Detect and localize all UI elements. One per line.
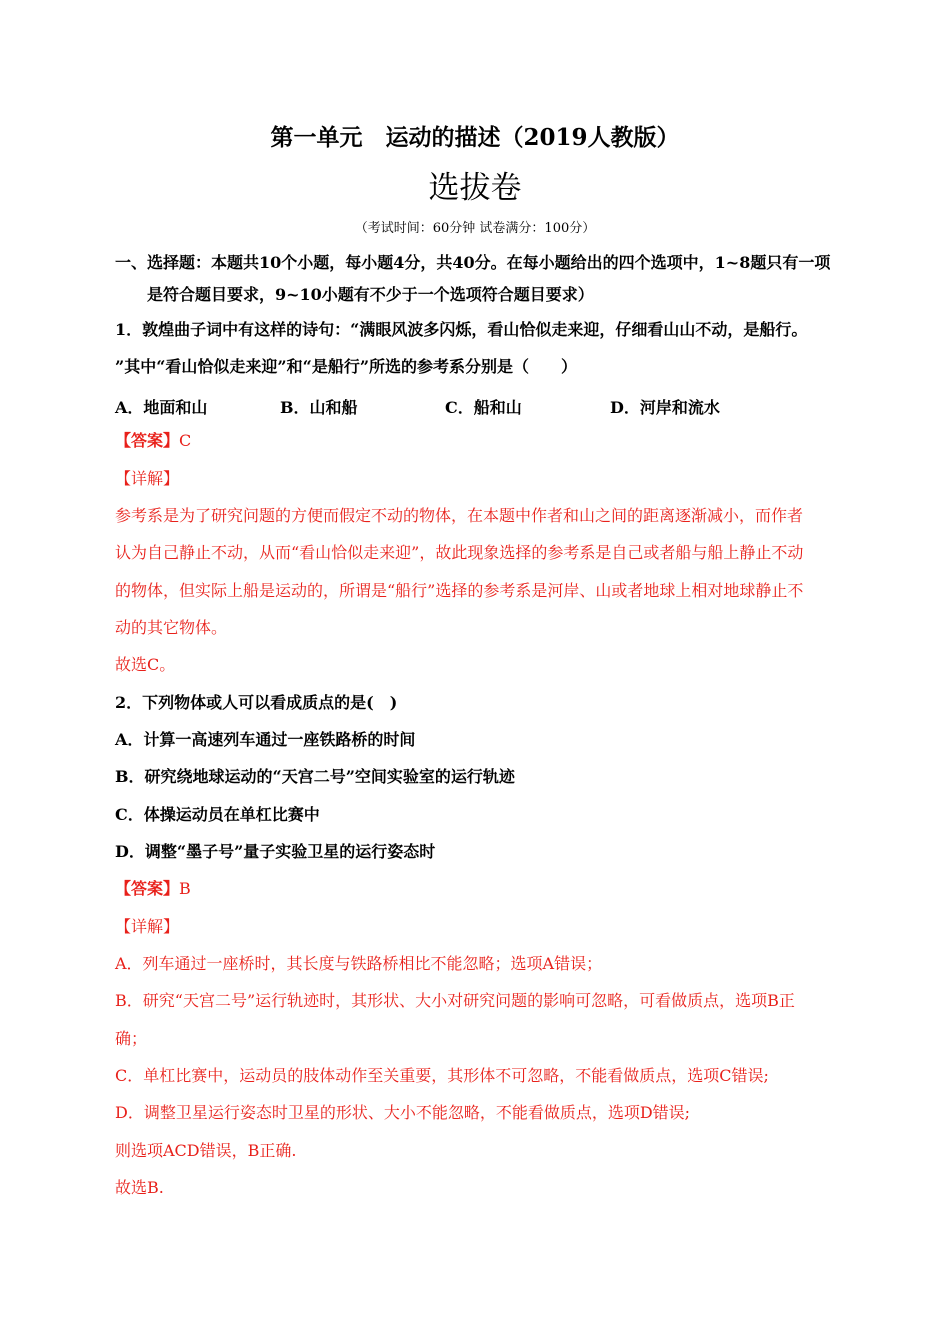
q2-detail-line: C．单杠比赛中，运动员的肢体动作至关重要，其形体不可忽略，不能看做质点，选项C错误; [115,1066,769,1085]
q1-option-b: B．山和船 [280,398,358,417]
answer-tag: 【答案】 [115,879,180,898]
q2-option-d: D．调整“墨子号”量子实验卫星的运行姿态时 [115,842,436,861]
q1-options [115,395,835,415]
section-heading: 一、选择题：本题共10个小题，每小题4分，共40分。在每小题给出的四个选项中，1~8题只有一项 [115,253,831,272]
page-subtitle: 选拔卷 [428,170,522,206]
answer-value: B [179,879,191,898]
q1-option-d: D．河岸和流水 [610,398,720,417]
answer-value: C [179,431,192,450]
page-title: 第一单元 运动的描述（2019人教版） [270,124,680,151]
q2-option-b: B．研究绕地球运动的“天宫二号”空间实验室的运行轨迹 [115,767,515,786]
q1-detail-line: 的物体，但实际上船是运动的，所谓是“船行”选择的参考系是河岸、山或者地球上相对地球静止不 [115,581,804,600]
answer-tag: 【答案】 [115,431,180,450]
q1-detail-tag: 【详解】 [115,469,180,488]
q1-detail-line: 认为自己静止不动，从而“看山恰似走来迎”，故此现象选择的参考系是自己或者船与船上静止不动 [115,543,804,562]
q1-conclusion: 故选C。 [115,655,176,674]
q2-option-a: A．计算一高速列车通过一座铁路桥的时间 [115,730,416,749]
q2-detail-line: D．调整卫星运行姿态时卫星的形状、大小不能忽略，不能看做质点，选项D错误; [115,1103,691,1122]
q1-answer [115,431,191,451]
q2-conclusion: 故选B. [115,1178,164,1197]
q1-option-a: A．地面和山 [115,398,208,417]
q1-stem-continued: ”其中“看山恰似走来迎”和“是船行”所选的参考系分别是（ ） [115,357,578,376]
q2-option-c: C．体操运动员在单杠比赛中 [115,805,320,824]
q2-stem: 2．下列物体或人可以看成质点的是( ) [115,693,398,712]
q2-answer [115,879,191,899]
section-heading-continued: 是符合题目要求，9~10小题有不少于一个选项符合题目要求） [147,285,594,304]
q2-detail-line: B．研究“天宫二号”运行轨迹时，其形状、大小对研究问题的影响可忽略，可看做质点，选项B正 [115,991,795,1010]
q2-detail-tag: 【详解】 [115,917,180,936]
exam-meta: （考试时间：60分钟 试卷满分：100分） [354,221,596,236]
q1-detail-line: 动的其它物体。 [115,618,228,637]
q2-detail-line: 确； [115,1029,148,1048]
q1-detail-line: 参考系是为了研究问题的方便而假定不动的物体，在本题中作者和山之间的距离逐渐减小，而作者 [115,506,804,525]
q1-stem: 1．敦煌曲子词中有这样的诗句：“满眼风波多闪烁，看山恰似走来迎，仔细看山山不动，是船行。 [115,320,808,339]
q1-option-c: C．船和山 [445,398,522,417]
q2-detail-line: 则选项ACD错误，B正确. [115,1141,297,1160]
q2-detail-line: A．列车通过一座桥时，其长度与铁路桥相比不能忽略；选项A错误； [115,954,603,973]
